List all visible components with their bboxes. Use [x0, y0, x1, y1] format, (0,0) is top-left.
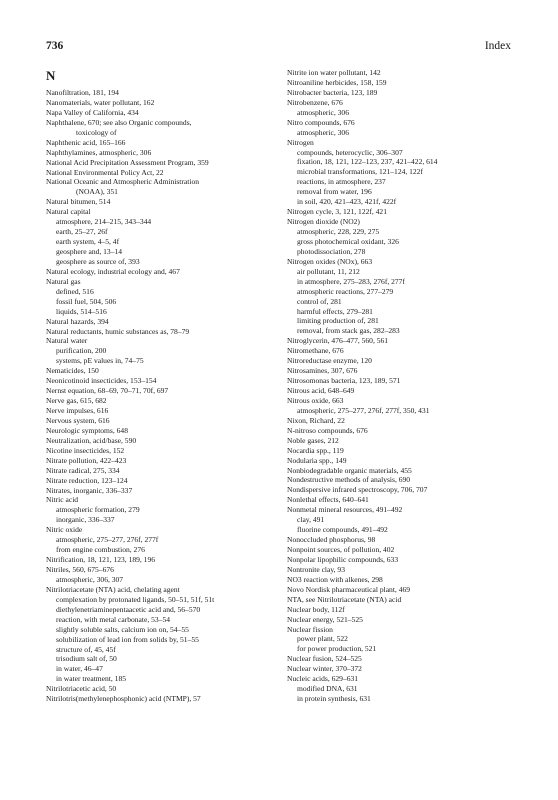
index-subentry: harmful effects, 279–281 — [297, 306, 373, 316]
index-entry: Nerve gas, 615, 682 — [46, 396, 107, 406]
index-entry: Nervous system, 616 — [46, 415, 110, 425]
index-entry: Nodularia spp., 149 — [287, 455, 347, 465]
index-subentry: diethylenetriaminepentaacetic acid and, 56–570 — [56, 604, 201, 614]
index-entry: Natural capital — [46, 207, 91, 217]
index-entry: Nonpolar lipophilic compounds, 633 — [287, 554, 399, 564]
index-subentry: defined, 516 — [56, 286, 94, 296]
index-subentry: in water treatment, 185 — [56, 674, 126, 684]
index-subentry: removal, from stack gas, 282–283 — [297, 326, 400, 336]
index-entry: Nitrate reduction, 123–124 — [46, 475, 128, 485]
index-entry: Nonbiodegradable organic materials, 455 — [287, 465, 412, 475]
index-entry: Nitro compounds, 676 — [287, 117, 355, 127]
index-entry: NTA, see Nitrilotriacetate (NTA) acid — [287, 594, 402, 604]
index-entry: Neurologic symptoms, 648 — [46, 425, 128, 435]
index-entry: Nuclear fusion, 524–525 — [287, 654, 362, 664]
index-entry: Nitrite ion water pollutant, 142 — [287, 68, 381, 77]
index-subentry: solubilization of lead ion from solids by, 51–55 — [56, 634, 199, 644]
index-entry: Nernst equation, 68–69, 70–71, 70f, 697 — [46, 386, 169, 396]
index-entry: Nitrate pollution, 422–423 — [46, 455, 127, 465]
index-entry: Nondispersive infrared spectroscopy, 706, 707 — [287, 485, 428, 495]
index-subentry: geosphere as source of, 393 — [56, 256, 140, 266]
index-subentry: control of, 281 — [297, 296, 342, 306]
index-entry: Nitroaniline herbicides, 158, 159 — [287, 77, 387, 87]
index-column-right — [287, 68, 519, 704]
section-letter: N — [46, 68, 56, 83]
index-subentry: slightly soluble salts, calcium ion on, 54–55 — [56, 624, 189, 634]
index-entry: Nitrobenzene, 676 — [287, 97, 343, 107]
index-subentry: geosphere and, 13–14 — [56, 247, 123, 256]
index-subentry: earth, 25–27, 26f — [56, 227, 108, 237]
index-entry: Nitric oxide — [46, 525, 83, 535]
index-entry: N-nitroso compounds, 676 — [287, 425, 368, 435]
index-entry: Nerve impulses, 616 — [46, 406, 109, 415]
index-subentry: reaction, with metal carbonate, 53–54 — [56, 614, 170, 624]
index-subentry: power plant, 522 — [297, 634, 348, 644]
index-subentry: from engine combustion, 276 — [56, 545, 145, 555]
index-subentry: atmospheric reactions, 277–279 — [297, 286, 394, 296]
index-entry: Naphthenic acid, 165–166 — [46, 137, 126, 147]
index-subentry: removal from water, 196 — [297, 187, 372, 197]
index-entry: Nitrification, 18, 121, 123, 189, 196 — [46, 555, 155, 565]
index-subentry: (NOAA), 351 — [76, 187, 118, 197]
index-entry: Nonlethal effects, 640–641 — [287, 495, 369, 505]
running-head: Index — [484, 40, 511, 52]
index-subentry: atmospheric, 306 — [297, 127, 349, 137]
index-entry: Natural reductants, humic substances as, 78–79 — [46, 326, 190, 336]
index-entry: Natural hazards, 394 — [46, 316, 109, 326]
index-subentry: toxicology of — [76, 127, 117, 137]
index-subentry: in atmosphere, 275–283, 276f, 277f — [297, 276, 405, 286]
index-entry: Nematicides, 150 — [46, 366, 99, 376]
index-entry: Nitrosomonas bacteria, 123, 189, 571 — [287, 376, 401, 386]
index-entry: Nucleic acids, 629–631 — [287, 674, 359, 684]
index-entry: Nixon, Richard, 22 — [287, 415, 345, 425]
index-subentry: reactions, in atmosphere, 237 — [297, 177, 386, 187]
index-subentry: fluorine compounds, 491–492 — [297, 525, 388, 535]
index-entry: Noble gases, 212 — [287, 435, 339, 445]
index-entry: Nitromethane, 676 — [287, 346, 344, 356]
index-entry: National Oceanic and Atmospheric Administration — [46, 177, 199, 187]
index-subentry: clay, 491 — [297, 515, 325, 525]
index-entry: Nitrate radical, 275, 334 — [46, 465, 120, 475]
index-subentry: photodissociation, 278 — [297, 246, 366, 256]
index-entry: Nitrous acid, 648–649 — [287, 386, 355, 395]
index-entry: Nuclear winter, 370–372 — [287, 664, 362, 674]
index-entry: Napa Valley of California, 434 — [46, 107, 139, 117]
index-entry: Nitrates, inorganic, 336–337 — [46, 485, 133, 495]
index-entry: Nitrilotris(methylenephosphonic) acid (NTMP), 57 — [46, 694, 201, 704]
index-subentry: modified DNA, 631 — [297, 684, 358, 694]
index-entry: Nonpoint sources, of pollution, 402 — [287, 545, 395, 554]
index-entry: Nanofiltration, 181, 194 — [46, 88, 119, 97]
index-entry: Nitrilotriacetate (NTA) acid, chelating agent — [46, 584, 180, 594]
index-subentry: atmospheric, 275–277, 276f, 277f — [56, 535, 159, 545]
index-subentry: atmospheric formation, 279 — [56, 505, 140, 515]
index-entry: Natural bitumen, 514 — [46, 197, 111, 207]
index-entry: Nuclear body, 112f — [287, 604, 345, 614]
index-entry: Nitrilotriacetic acid, 50 — [46, 684, 117, 694]
index-subentry: earth system, 4–5, 4f — [56, 237, 120, 247]
index-subentry: gross photochemical oxidant, 326 — [297, 236, 399, 246]
index-subentry: structure of, 45, 45f — [56, 644, 116, 654]
page-number: 736 — [46, 40, 64, 52]
index-entry: Nitrous oxide, 663 — [287, 395, 344, 405]
index-entry: Neonicotinoid insecticides, 153–154 — [46, 376, 157, 386]
index-subentry: in protein synthesis, 631 — [297, 694, 371, 704]
index-subentry: fixation, 18, 121, 122–123, 237, 421–422, 614 — [297, 157, 438, 167]
index-entry: Natural gas — [46, 276, 81, 286]
index-entry: Nontronite clay, 93 — [287, 564, 345, 574]
index-column-left — [46, 58, 278, 704]
index-subentry: purification, 200 — [56, 346, 107, 356]
index-entry: Nonoccluded phosphorus, 98 — [287, 535, 376, 545]
index-entry: Nitrobacter bacteria, 123, 189 — [287, 87, 378, 97]
index-subentry: atmospheric, 306 — [297, 107, 349, 117]
index-subentry: complexation by protonated ligands, 50–51, 51f, 51t — [56, 594, 215, 604]
index-subentry: atmospheric, 228, 229, 275 — [297, 227, 380, 236]
index-subentry: inorganic, 336–337 — [56, 515, 115, 525]
index-entry: Natural water — [46, 336, 88, 346]
index-subentry: microbial transformations, 121–124, 122f — [297, 167, 423, 177]
index-subentry: limiting production of, 281 — [297, 316, 379, 326]
index-entry: Nitrogen dioxide (NO2) — [287, 217, 360, 227]
index-entry: National Environmental Policy Act, 22 — [46, 167, 164, 177]
index-entry: Novo Nordisk pharmaceutical plant, 469 — [287, 584, 411, 594]
index-entry: Naphthalene, 670; see also Organic compounds, — [46, 117, 192, 127]
index-entry: Nitroglycerin, 476–477, 560, 561 — [287, 336, 389, 346]
index-subentry: liquids, 514–516 — [56, 306, 107, 316]
index-entry: Nonmetal mineral resources, 491–492 — [287, 505, 403, 515]
index-subentry: trisodium salt of, 50 — [56, 654, 117, 664]
index-subentry: fossil fuel, 504, 506 — [56, 296, 117, 306]
index-subentry: atmospheric, 306, 307 — [56, 574, 124, 584]
index-entry: Nicotine insecticides, 152 — [46, 445, 125, 455]
index-subentry: in water, 46–47 — [56, 664, 103, 674]
index-subentry: compounds, heterocyclic, 306–307 — [297, 147, 403, 157]
index-entry: National Acid Precipitation Assessment Program, 359 — [46, 157, 209, 167]
index-entry: Nanomaterials, water pollutant, 162 — [46, 97, 155, 107]
index-entry: Neutralization, acid/base, 590 — [46, 435, 137, 445]
index-entry: NO3 reaction with alkenes, 298 — [287, 574, 383, 584]
index-entry: Nitrosamines, 307, 676 — [287, 366, 358, 376]
index-entry: Nitroreductase enzyme, 120 — [287, 356, 372, 366]
index-subentry: in soil, 420, 421–423, 421f, 422f — [297, 197, 397, 207]
index-entry: Nitrogen oxides (NOx), 663 — [287, 256, 373, 266]
index-entry: Nitrogen — [287, 137, 314, 147]
index-entry: Nuclear energy, 521–525 — [287, 614, 363, 624]
index-entry: Naphthylamines, atmospheric, 306 — [46, 147, 152, 157]
index-entry: Nocardia spp., 119 — [287, 445, 344, 455]
index-subentry: air pollutant, 11, 212 — [297, 266, 360, 276]
page-header — [46, 40, 511, 56]
index-subentry: for power production, 521 — [297, 644, 377, 654]
index-entry: Nondestructive methods of analysis, 690 — [287, 475, 411, 485]
index-entry: Nitric acid — [46, 495, 79, 505]
index-subentry: systems, pE values in, 74–75 — [56, 356, 144, 366]
index-subentry: atmospheric, 275–277, 276f, 277f, 350, 431 — [297, 405, 430, 415]
index-entry: Natural ecology, industrial ecology and, 467 — [46, 266, 180, 276]
index-entry: Nitrogen cycle, 3, 121, 122f, 421 — [287, 207, 387, 217]
index-entry: Nuclear fission — [287, 624, 333, 634]
index-subentry: atmosphere, 214–215, 343–344 — [56, 217, 152, 227]
index-entry: Nitriles, 560, 675–676 — [46, 565, 114, 574]
